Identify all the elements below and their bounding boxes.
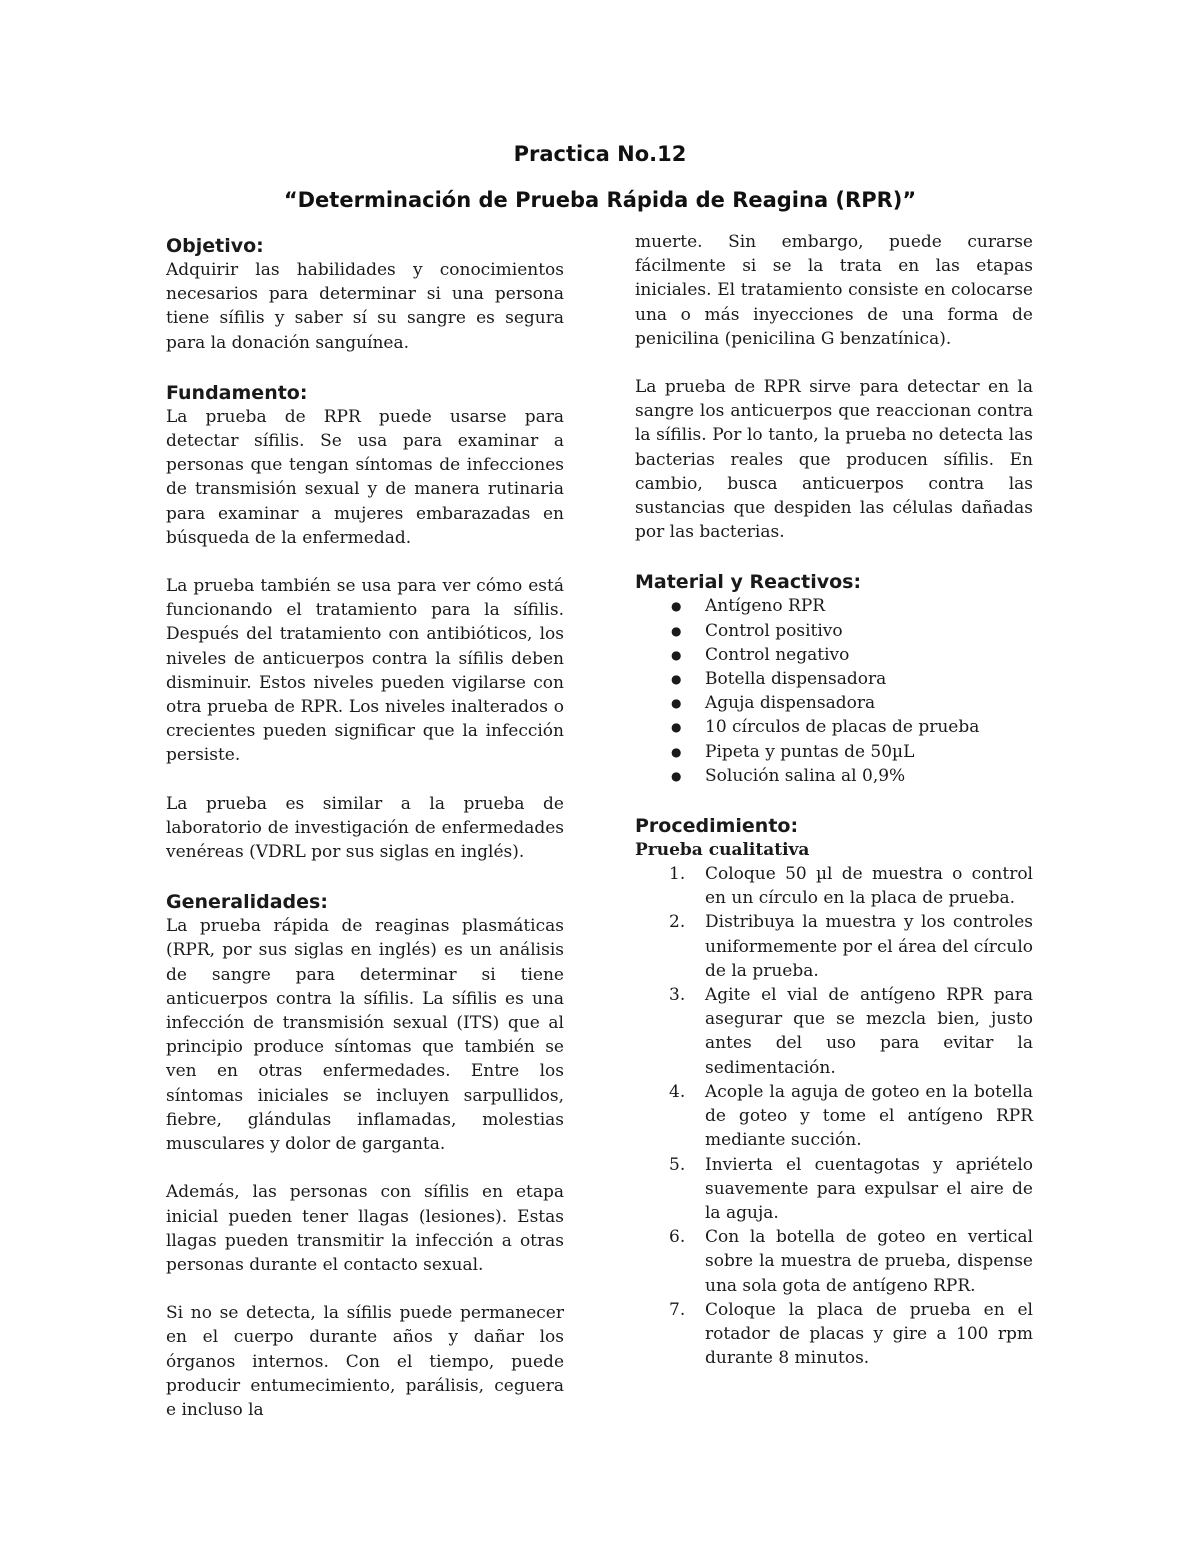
step-text: Agite el vial de antígeno RPR para asegurar que se mezcla bien, justo antes del uso para evitar la sedimentación. <box>705 985 1033 1078</box>
procedimiento-heading: Procedimiento: <box>635 815 799 838</box>
step-text: Invierta el cuentagotas y apriételo suavemente para expulsar el aire de la aguja. <box>705 1154 1033 1223</box>
generalidades-heading: Generalidades: <box>166 891 328 914</box>
materials-list <box>635 594 1033 788</box>
step-text: Coloque la placa de prueba en el rotador de placas y gire a 100 rpm durante 8 minutos. <box>705 1299 1033 1369</box>
list-item: ● 10 círculos de placas de prueba <box>635 715 1033 739</box>
generalidades-paragraph-2: Además, las personas con sífilis en etapa inicial pueden tener llagas (lesiones). Estas llagas pueden transmitir la infección a otras personas durante el contacto sexual. <box>166 1182 564 1275</box>
step-item <box>635 1080 1033 1153</box>
objetivo-text: Adquirir las habilidades y conocimientos necesarios para determinar si una persona tiene sífilis y saber sí su sangre es segura para la donación sanguínea. <box>166 260 564 353</box>
step-number: 7. <box>669 1299 686 1320</box>
step-number: 4. <box>669 1081 686 1102</box>
page-title: Practica No.12 <box>513 142 687 166</box>
generalidades-paragraph-3: Si no se detecta, la sífilis puede permanecer en el cuerpo durante años y dañar los órganos internos. Con el tiempo, puede producir entumecimiento, parálisis, ceguera e incluso la <box>166 1303 564 1420</box>
step-item <box>635 1153 1033 1226</box>
step-item <box>635 862 1033 910</box>
material-heading: Material y Reactivos: <box>635 571 862 594</box>
prueba-cualitativa-heading: Prueba cualitativa <box>635 840 810 861</box>
objetivo-heading: Objetivo: <box>166 235 264 257</box>
left-column <box>166 232 564 1422</box>
generalidades-paragraph-1: La prueba rápida de reaginas plasmáticas (RPR, por sus siglas en inglés) es un análisis de sangre para determinar si tiene anticuerpos contra la sífilis. La sífilis es una infección de transmisión sexual (ITS) que al principio produce síntomas que también se ven en otras enfermedades. Entre los síntomas iniciales se incluyen sarpullidos, fiebre, glándulas inflamadas, molestias musculares y dolor de garganta. <box>166 916 564 1155</box>
step-item <box>635 910 1033 983</box>
step-item <box>635 1298 1033 1371</box>
step-item <box>635 983 1033 1080</box>
list-item: ● Aguja dispensadora <box>635 691 1033 715</box>
list-item: ● Solución salina al 0,9% <box>635 764 1033 788</box>
fundamento-paragraph-2: La prueba también se usa para ver cómo está funcionando el tratamiento para la sífilis. Después del tratamiento con antibióticos, los niveles de anticuerpos contra la sífilis deben disminuir. Estos niveles pueden vigilarse con otra prueba de RPR. Los niveles inalterados o crecientes pueden significar que la infección persiste. <box>166 576 564 766</box>
list-item: ● Control positivo <box>635 619 1033 643</box>
step-number: 3. <box>669 985 686 1006</box>
fundamento-paragraph-1: La prueba de RPR puede usarse para detectar sífilis. Se usa para examinar a personas que tengan síntomas de infecciones de transmisión sexual y de manera rutinaria para examinar a mujeres embarazadas en búsqueda de la enfermedad. <box>166 406 564 548</box>
list-item: ● Pipeta y puntas de 50µL <box>635 740 1033 764</box>
fundamento-heading: Fundamento: <box>166 381 308 404</box>
step-text: Distribuya la muestra y los controles uniformemente por el área del círculo de la prueba. <box>705 912 1034 981</box>
continuation-paragraph-2: La prueba de RPR sirve para detectar en la sangre los anticuerpos que reaccionan contra la sífilis. Por lo tanto, la prueba no detecta las bacterias reales que producen sífilis. En cambio, busca anticuerpos contra las sustancias que despiden las células dañadas por las bacterias. <box>635 377 1033 543</box>
step-text: Acople la aguja de goteo en la botella de goteo y tome el antígeno RPR mediante succión. <box>705 1081 1033 1151</box>
list-item: ● Control negativo <box>635 643 1033 667</box>
step-number: 1. <box>669 864 686 885</box>
step-number: 2. <box>669 912 686 933</box>
right-column <box>635 230 1033 1370</box>
step-text: Con la botella de goteo en vertical sobre la muestra de prueba, dispense una sola gota de antígeno RPR. <box>705 1227 1033 1296</box>
list-item: ● Botella dispensadora <box>635 667 1033 691</box>
fundamento-paragraph-3: La prueba es similar a la prueba de laboratorio de investigación de enfermedades venéreas (VDRL por sus siglas en inglés). <box>166 793 564 863</box>
step-item <box>635 1225 1033 1298</box>
step-text: Coloque 50 µl de muestra o control en un círculo en la placa de prueba. <box>705 864 1033 909</box>
list-item: ● Antígeno RPR <box>635 594 1033 618</box>
step-number: 5. <box>669 1154 686 1175</box>
step-number: 6. <box>669 1227 686 1248</box>
procedure-steps <box>635 862 1033 1370</box>
page-subtitle: “Determinación de Prueba Rápida de Reagina (RPR)” <box>283 188 917 212</box>
continuation-paragraph-1: muerte. Sin embargo, puede curarse fácilmente si se la trata en las etapas iniciales. El tratamiento consiste en colocarse una o más inyecciones de una forma de penicilina (penicilina G benzatínica). <box>635 232 1033 349</box>
